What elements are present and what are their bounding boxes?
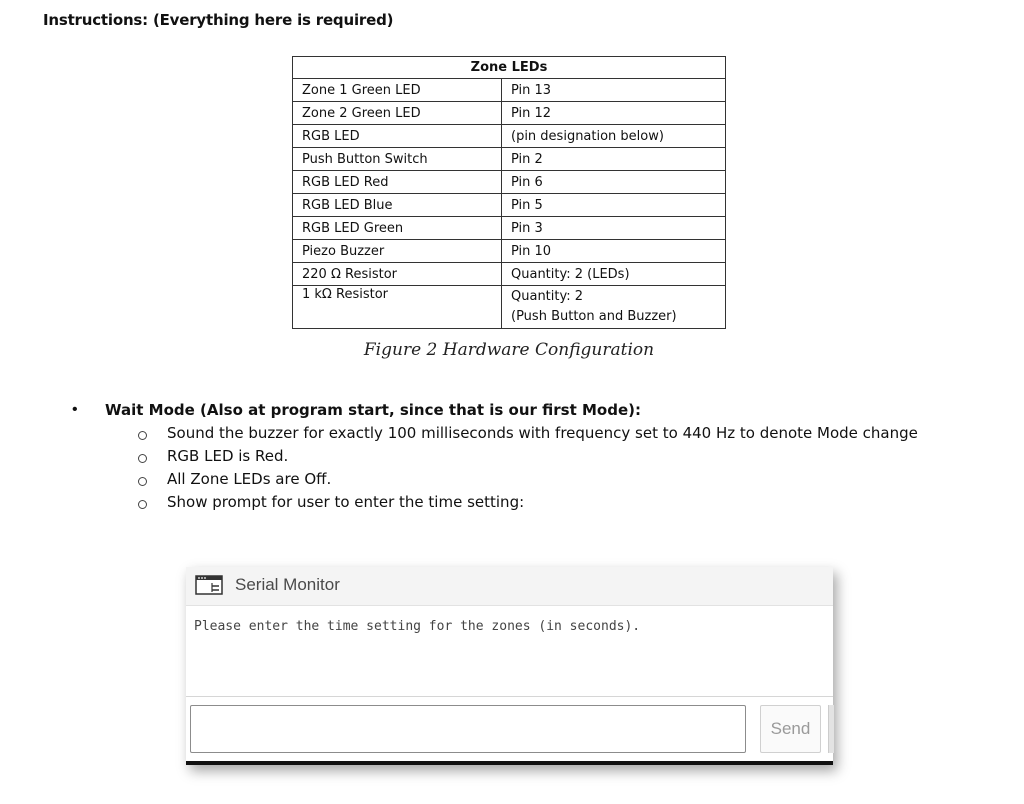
serial-input-field[interactable] xyxy=(190,705,746,753)
figure-caption: Figure 2 Hardware Configuration xyxy=(363,340,655,360)
component-cell: RGB LED Green xyxy=(293,217,502,240)
table-row xyxy=(293,171,726,194)
component-cell: Zone 1 Green LED xyxy=(293,79,502,102)
hollow-circle-bullet-icon xyxy=(138,477,147,486)
table-header-row xyxy=(293,57,726,79)
value-cell: Pin 2 xyxy=(502,148,726,171)
table-header: Zone LEDs xyxy=(293,57,726,79)
value-cell: Pin 6 xyxy=(502,171,726,194)
value-cell: Pin 3 xyxy=(502,217,726,240)
value-cell: (pin designation below) xyxy=(502,125,726,148)
component-cell: RGB LED Red xyxy=(293,171,502,194)
serial-window-bottom-bar xyxy=(186,761,833,765)
table-row xyxy=(293,286,726,329)
hollow-circle-bullet-icon xyxy=(138,500,147,509)
value-cell: Pin 10 xyxy=(502,240,726,263)
component-cell: Piezo Buzzer xyxy=(293,240,502,263)
serial-monitor-title: Serial Monitor xyxy=(235,575,340,594)
send-button[interactable]: Send xyxy=(760,705,821,753)
list-item-text: Show prompt for user to enter the time setting: xyxy=(167,493,525,511)
component-cell: RGB LED xyxy=(293,125,502,148)
component-cell: Push Button Switch xyxy=(293,148,502,171)
hardware-configuration-table xyxy=(292,56,726,329)
serial-window-edge xyxy=(828,705,834,753)
table-row xyxy=(293,125,726,148)
value-cell: Pin 13 xyxy=(502,79,726,102)
list-item-text: RGB LED is Red. xyxy=(167,447,289,465)
component-cell: Zone 2 Green LED xyxy=(293,102,502,125)
hollow-circle-bullet-icon xyxy=(138,454,147,463)
list-item-text: All Zone LEDs are Off. xyxy=(167,470,332,488)
table-row xyxy=(293,102,726,125)
list-item-text: Sound the buzzer for exactly 100 milliseconds with frequency set to 440 Hz to denote Mode change xyxy=(167,424,918,442)
value-line-2: (Push Button and Buzzer) xyxy=(511,309,677,324)
table-row xyxy=(293,194,726,217)
instructions-heading: Instructions: (Everything here is required) xyxy=(43,11,394,29)
component-cell: 220 Ω Resistor xyxy=(293,263,502,286)
hollow-circle-bullet-icon xyxy=(138,431,147,440)
table-row xyxy=(293,240,726,263)
value-line: Quantity: 2 xyxy=(511,289,584,304)
wait-mode-title: Wait Mode (Also at program start, since that is our first Mode): xyxy=(105,401,641,419)
table-row xyxy=(293,148,726,171)
serial-divider xyxy=(186,696,833,697)
table-row xyxy=(293,79,726,102)
table-row xyxy=(293,263,726,286)
value-cell xyxy=(502,286,726,329)
bullet-marker: • xyxy=(72,401,78,418)
value-cell: Quantity: 2 (LEDs) xyxy=(502,263,726,286)
serial-monitor-icon xyxy=(195,575,223,595)
value-cell: Pin 5 xyxy=(502,194,726,217)
serial-monitor-header xyxy=(186,567,833,606)
component-cell: RGB LED Blue xyxy=(293,194,502,217)
table-row xyxy=(293,217,726,240)
component-cell: 1 kΩ Resistor xyxy=(293,286,502,329)
serial-output-text: Please enter the time setting for the zones (in seconds). xyxy=(194,619,641,634)
value-cell: Pin 12 xyxy=(502,102,726,125)
serial-monitor-window xyxy=(186,567,833,765)
